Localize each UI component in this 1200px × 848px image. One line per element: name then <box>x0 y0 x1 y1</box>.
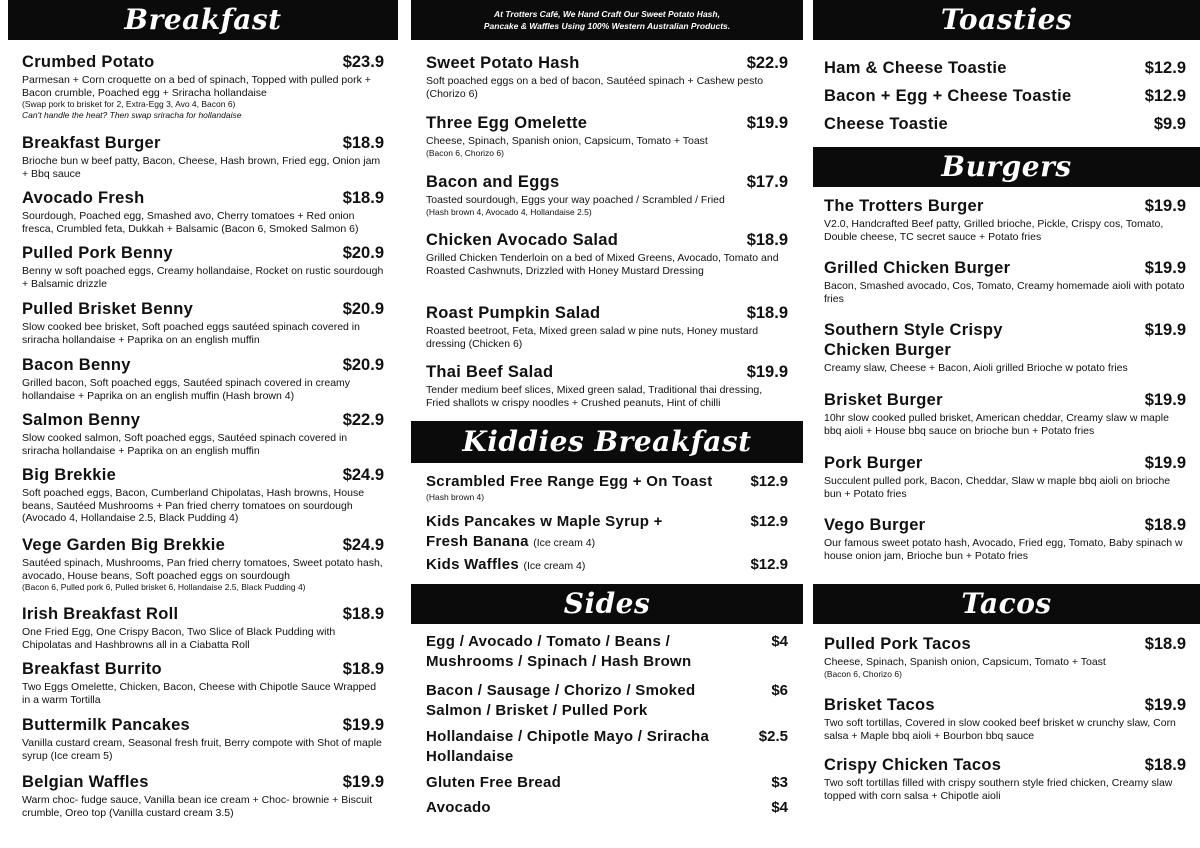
item-note: (Swap pork to brisket for 2, Extra-Egg 3, Avo 4, Bacon 6) <box>22 99 236 109</box>
item-price: $12.9 <box>750 513 788 530</box>
item-name: Pulled Pork Tacos <box>824 635 971 653</box>
item-name: Irish Breakfast Roll <box>22 605 179 623</box>
item-name: Pulled Brisket Benny <box>22 300 194 318</box>
menu-item <box>426 555 788 575</box>
item-description: Grilled Chicken Tenderloin on a bed of Mixed Greens, Avocado, Tomato and Roasted Cashwnuts, Drizzled with Honey Mustard Dressing <box>426 252 779 277</box>
item-price: $19.9 <box>342 716 384 734</box>
menu-item <box>824 114 1186 134</box>
menu-item <box>426 230 788 277</box>
menu-item <box>22 410 384 457</box>
menu-item <box>22 299 384 346</box>
item-extra: (Ice cream 4) <box>533 537 596 549</box>
item-price: $19.9 <box>1144 259 1186 277</box>
item-price: $18.9 <box>1144 516 1186 534</box>
menu-item <box>426 472 788 503</box>
item-description: Soft poached eggs, Bacon, Cumberland Chipolatas, Hash browns, House beans, Sautéed Mushrooms + Pan fried cherry tomatoes on sourdough (Avocado 4, Hollandaise 2.5, Black Pudding 4) <box>22 487 365 524</box>
item-description: Roasted beetroot, Feta, Mixed green salad w pine nuts, Honey mustard dressing (Chicken 6) <box>426 325 759 350</box>
item-name: Vege Garden Big Brekkie <box>22 536 226 554</box>
item-price: $17.9 <box>746 173 788 191</box>
menu-item <box>22 133 384 180</box>
item-name: Scrambled Free Range Egg + On Toast <box>426 473 713 490</box>
menu-item <box>824 320 1186 375</box>
menu-item <box>426 113 788 159</box>
item-price: $18.9 <box>746 304 788 322</box>
item-name: Kids Waffles <box>426 556 520 573</box>
side-name: Salmon / Brisket / Pulled Pork <box>426 702 648 719</box>
item-price: $18.9 <box>342 660 384 678</box>
side-name: Hollandaise <box>426 748 514 765</box>
side-price: $2.5 <box>758 728 788 745</box>
item-price: $18.9 <box>342 134 384 152</box>
menu-item <box>22 659 384 706</box>
menu-item <box>426 512 788 552</box>
side-price: $4 <box>771 799 788 816</box>
item-price: $19.9 <box>1144 696 1186 714</box>
item-name: Buttermilk Pancakes <box>22 716 191 734</box>
item-name: Salmon Benny <box>22 411 141 429</box>
side-name: Gluten Free Bread <box>426 774 562 791</box>
menu-item <box>22 188 384 235</box>
item-price: $20.9 <box>342 356 384 374</box>
item-name: The Trotters Burger <box>824 197 984 215</box>
menu-item <box>22 243 384 290</box>
menu-item <box>22 355 384 402</box>
item-note: (Hash brown 4, Avocado 4, Hollandaise 2.5) <box>426 206 592 217</box>
item-price: $18.9 <box>342 189 384 207</box>
item-name: Grilled Chicken Burger <box>824 259 1011 277</box>
menu-item <box>824 390 1186 437</box>
item-price: $20.9 <box>342 300 384 318</box>
item-price: $12.9 <box>750 473 788 490</box>
item-price: $19.9 <box>1144 454 1186 472</box>
item-description: Parmesan + Corn croquette on a bed of spinach, Topped with pulled pork + Bacon crumble, Poached egg + Sriracha hollandaise <box>22 74 371 99</box>
breakfast-header: Breakfast <box>8 0 398 40</box>
menu-item <box>824 634 1186 680</box>
item-price: $24.9 <box>342 536 384 554</box>
item-price: $12.9 <box>750 556 788 573</box>
side-name: Avocado <box>426 799 491 816</box>
item-name: Sweet Potato Hash <box>426 54 580 72</box>
item-description: Slow cooked salmon, Soft poached eggs, Sautéed spinach covered in sriracha hollandaise + Paprika on an english muffin <box>22 432 348 457</box>
item-name: Avocado Fresh <box>22 189 145 207</box>
menu-item <box>426 172 788 218</box>
item-name: Cheese Toastie <box>824 115 949 133</box>
item-name: Breakfast Burrito <box>22 660 162 678</box>
side-price: $3 <box>771 774 788 791</box>
item-name: Three Egg Omelette <box>426 114 588 132</box>
item-description: Sautéed spinach, Mushrooms, Pan fried cherry tomatoes, Sweet potato hash, avocado, House beans, Soft poached eggs on sourdough <box>22 557 383 582</box>
item-price: $19.9 <box>1144 391 1186 409</box>
item-note: (Bacon 6, Chorizo 6) <box>426 147 504 158</box>
menu-item <box>824 196 1186 243</box>
item-name: Pulled Pork Benny <box>22 244 173 262</box>
item-name: Belgian Waffles <box>22 773 149 791</box>
item-description: Tender medium beef slices, Mixed green salad, Traditional thai dressing, Fried shallots w crispy noodles + Crushed peanuts, Hint of chilli <box>426 384 763 409</box>
item-description: Cheese, Spinach, Spanish onion, Capsicum, Tomato + Toast <box>426 135 708 147</box>
item-description: Creamy slaw, Cheese + Bacon, Aioli grilled Brioche w potato fries <box>824 362 1128 374</box>
item-price: $19.9 <box>1144 321 1186 339</box>
item-description: V2.0, Handcrafted Beef patty, Grilled brioche, Pickle, Crispy cos, Tomato, Double cheese, TC secret sauce + Potato fries <box>824 218 1164 243</box>
item-name: Fresh Banana <box>426 533 529 550</box>
menu-item <box>824 258 1186 305</box>
sides-header: Sides <box>411 584 803 624</box>
side-price: $6 <box>771 682 788 699</box>
item-price: $22.9 <box>342 411 384 429</box>
menu-item <box>22 604 384 651</box>
side-item <box>426 632 788 672</box>
item-name: Breakfast Burger <box>22 134 161 152</box>
item-description: 10hr slow cooked pulled brisket, American cheddar, Creamy slaw w maple bbq aioli + House bbq sauce on brioche bun + Potato fries <box>824 412 1169 437</box>
side-name: Egg / Avocado / Tomato / Beans / <box>426 633 671 650</box>
item-note: (Bacon 6, Chorizo 6) <box>824 668 902 679</box>
item-description: Bacon, Smashed avocado, Cos, Tomato, Creamy homemade aioli with potato fries <box>824 280 1185 305</box>
item-note: (Bacon 6, Pulled pork 6, Pulled brisket 6, Hollandaise 2.5, Black Pudding 4) <box>22 582 306 592</box>
intro-line: At Trotters Café, We Hand Craft Our Sweet Potato Hash, <box>494 9 720 19</box>
intro-line: Pancake & Waffles Using 100% Western Australian Products. <box>483 21 731 31</box>
menu-item <box>22 465 384 525</box>
item-name: Ham & Cheese Toastie <box>824 59 1007 77</box>
item-description: Brioche bun w beef patty, Bacon, Cheese, Hash brown, Fried egg, Onion jam + Bbq sauce <box>22 155 381 180</box>
item-name: Brisket Tacos <box>824 696 935 714</box>
item-description: Benny w soft poached eggs, Creamy hollandaise, Rocket on rustic sourdough + Balsamic drizzle <box>22 265 384 290</box>
item-name: Chicken Avocado Salad <box>426 231 619 249</box>
menu-item <box>824 86 1186 106</box>
side-item <box>426 798 788 818</box>
item-description: Cheese, Spinach, Spanish onion, Capsicum, Tomato + Toast <box>824 656 1106 668</box>
item-name: Bacon Benny <box>22 356 131 374</box>
kiddies-header: Kiddies Breakfast <box>411 421 803 463</box>
menu-item <box>22 715 384 762</box>
item-price: $24.9 <box>342 466 384 484</box>
menu-item <box>22 772 384 819</box>
item-price: $18.9 <box>342 605 384 623</box>
item-description: Soft poached eggs on a bed of bacon, Sautéed spinach + Cashew pesto (Chorizo 6) <box>426 75 764 100</box>
item-name: Big Brekkie <box>22 466 117 484</box>
item-price: $12.9 <box>1144 87 1186 105</box>
item-description: Two soft tortillas filled with crispy southern style fried chicken, Creamy slaw topped with corn salsa + Chipotle aioli <box>824 777 1173 802</box>
menu-item <box>824 755 1186 802</box>
item-price: $12.9 <box>1144 59 1186 77</box>
intro-banner <box>411 0 803 40</box>
item-description: Our famous sweet potato hash, Avocado, Fried egg, Tomato, Baby spinach w house onion jam, Brioche bun + Potato fries <box>824 537 1183 562</box>
side-price: $4 <box>771 633 788 650</box>
item-name: Kids Pancakes w Maple Syrup + <box>426 513 663 530</box>
menu-item <box>824 515 1186 562</box>
menu-item <box>824 453 1186 500</box>
item-price: $19.9 <box>342 773 384 791</box>
side-item <box>426 727 788 767</box>
item-price: $20.9 <box>342 244 384 262</box>
item-name: Bacon and Eggs <box>426 173 560 191</box>
item-name: Bacon + Egg + Cheese Toastie <box>824 87 1072 105</box>
item-description: Two soft tortillas, Covered in slow cooked beef brisket w crunchy slaw, Corn salsa + Maple bbq aioli + Bourbon bbq sauce <box>824 717 1176 742</box>
menu-item <box>824 58 1186 78</box>
item-name: Thai Beef Salad <box>426 363 554 381</box>
menu-item <box>426 362 788 409</box>
menu-item <box>824 695 1186 742</box>
item-description: One Fried Egg, One Crispy Bacon, Two Slice of Black Pudding with Chipolatas and Hashbrowns all in a Ciabatta Roll <box>22 626 336 651</box>
item-price: $18.9 <box>1144 756 1186 774</box>
menu-item <box>426 303 788 350</box>
tacos-header: Tacos <box>813 584 1200 624</box>
item-extra: (Ice cream 4) <box>523 560 586 572</box>
item-price: $19.9 <box>746 114 788 132</box>
item-description: Succulent pulled pork, Bacon, Cheddar, Slaw w maple bbq aioli on brioche bun + Potato fries <box>824 475 1171 500</box>
side-name: Bacon / Sausage / Chorizo / Smoked <box>426 682 696 699</box>
item-description: Slow cooked bee brisket, Soft poached eggs sautéed spinach covered in sriracha hollandaise + Paprika on an english muffin <box>22 321 360 346</box>
item-name: Chicken Burger <box>824 341 952 359</box>
item-price: $9.9 <box>1153 115 1186 133</box>
item-price: $18.9 <box>746 231 788 249</box>
item-note: (Hash brown 4) <box>426 492 485 502</box>
item-description: Vanilla custard cream, Seasonal fresh fruit, Berry compote with Shot of maple syrup (Ice cream 5) <box>22 737 382 762</box>
item-price: $19.9 <box>746 363 788 381</box>
item-name: Vego Burger <box>824 516 926 534</box>
item-name: Pork Burger <box>824 454 923 472</box>
menu-item <box>22 52 384 121</box>
item-name: Southern Style Crispy <box>824 321 1003 339</box>
side-name: Hollandaise / Chipotle Mayo / Sriracha <box>426 728 710 745</box>
side-item <box>426 681 788 721</box>
item-description: Toasted sourdough, Eggs your way poached / Scrambled / Fried <box>426 194 725 206</box>
item-name: Crumbed Potato <box>22 53 155 71</box>
item-description: Sourdough, Poached egg, Smashed avo, Cherry tomatoes + Red onion fresca, Crumbled feta, Dukkah + Balsamic (Bacon 6, Smoked Salmon 6) <box>22 210 359 235</box>
item-price: $22.9 <box>746 54 788 72</box>
item-price: $19.9 <box>1144 197 1186 215</box>
item-name: Crispy Chicken Tacos <box>824 756 1002 774</box>
item-name: Roast Pumpkin Salad <box>426 304 601 322</box>
burgers-header: Burgers <box>813 147 1200 187</box>
menu-item <box>22 535 384 593</box>
item-name: Brisket Burger <box>824 391 943 409</box>
item-price: $18.9 <box>1144 635 1186 653</box>
menu-item <box>426 53 788 100</box>
item-note: Can't handle the heat? Then swap sriracha for hollandaise <box>22 110 242 120</box>
item-description: Grilled bacon, Soft poached eggs, Sautéed spinach covered in creamy hollandaise + Paprika on an english muffin (Hash brown 4) <box>22 377 351 402</box>
item-price: $23.9 <box>342 53 384 71</box>
side-item <box>426 773 788 793</box>
side-name: Mushrooms / Spinach / Hash Brown <box>426 653 692 670</box>
item-description: Warm choc- fudge sauce, Vanilla bean ice cream + Choc- brownie + Biscuit crumble, Oreo top (Vanilla custard cream 3.5) <box>22 794 373 819</box>
toasties-header: Toasties <box>813 0 1200 40</box>
item-description: Two Eggs Omelette, Chicken, Bacon, Cheese with Chipotle Sauce Wrapped in a warm Tortilla <box>22 681 377 706</box>
